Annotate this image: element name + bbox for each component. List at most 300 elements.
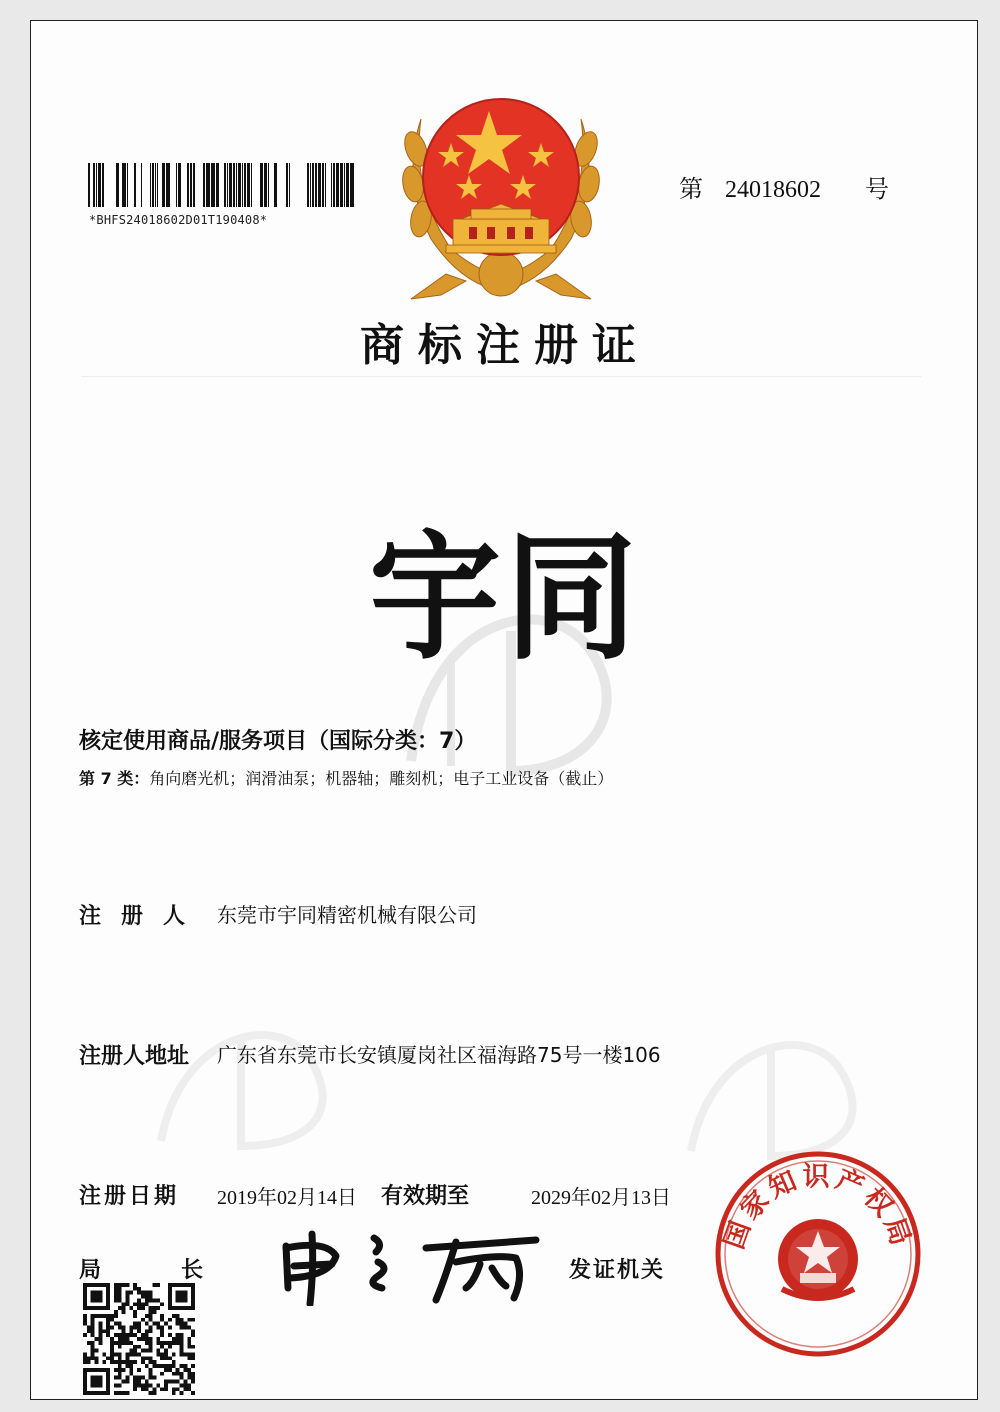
- seal-text: 国家知识产权局: [718, 1161, 918, 1254]
- qr-module: [133, 1314, 137, 1318]
- qr-module: [145, 1349, 149, 1353]
- barcode-bar: [155, 163, 156, 207]
- qr-module: [137, 1353, 141, 1357]
- qr-module: [187, 1353, 191, 1357]
- qr-module: [191, 1391, 195, 1395]
- qr-module: [129, 1306, 133, 1310]
- qr-module: [83, 1318, 87, 1322]
- watermark-icon: [141, 1011, 361, 1151]
- director-signature: [266, 1226, 556, 1306]
- barcode-bar: [350, 163, 354, 207]
- qr-module: [137, 1306, 141, 1310]
- qr-module: [141, 1306, 145, 1310]
- barcode-bar: [96, 163, 97, 207]
- barcode-bar: [260, 163, 263, 207]
- qr-module: [149, 1310, 153, 1314]
- qr-module: [122, 1380, 126, 1384]
- qr-module: [125, 1356, 129, 1360]
- qr-module: [145, 1387, 149, 1391]
- qr-module: [187, 1372, 191, 1376]
- qr-module: [156, 1306, 160, 1310]
- barcode-bar: [193, 163, 195, 207]
- qr-module: [149, 1368, 153, 1372]
- barcode-bar: [203, 163, 205, 207]
- qr-module: [91, 1353, 95, 1357]
- qr-module: [114, 1333, 118, 1337]
- qr-module: [160, 1333, 164, 1337]
- qr-module: [149, 1345, 153, 1349]
- qr-module: [87, 1360, 91, 1364]
- qr-module: [118, 1295, 122, 1299]
- qr-module: [149, 1356, 153, 1360]
- qr-module: [110, 1341, 114, 1345]
- qr-module: [145, 1322, 149, 1326]
- qr-module: [106, 1322, 110, 1326]
- reg-date-label: 注册日期: [79, 1184, 180, 1209]
- qr-module: [91, 1376, 103, 1388]
- qr-module: [125, 1353, 129, 1357]
- qr-module: [91, 1345, 95, 1349]
- qr-module: [172, 1372, 176, 1376]
- qr-module: [114, 1383, 118, 1387]
- qr-module: [187, 1345, 191, 1349]
- qr-module: [91, 1314, 95, 1318]
- qr-module: [137, 1380, 141, 1384]
- qr-module: [133, 1349, 137, 1353]
- qr-module: [110, 1360, 114, 1364]
- qr-module: [164, 1387, 168, 1391]
- qr-module: [187, 1337, 191, 1341]
- qr-module: [149, 1295, 153, 1299]
- qr-module: [114, 1287, 118, 1291]
- qr-module: [133, 1287, 137, 1291]
- qr-module: [149, 1325, 153, 1329]
- barcode-bar: [150, 163, 151, 207]
- qr-module: [164, 1356, 168, 1360]
- qr-module: [129, 1372, 133, 1376]
- qr-module: [129, 1368, 133, 1372]
- qr-module: [172, 1353, 176, 1357]
- qr-module: [180, 1318, 184, 1322]
- qr-module: [191, 1318, 195, 1322]
- qr-module: [156, 1341, 160, 1345]
- watermark-icon: [671, 1021, 891, 1161]
- qr-module: [141, 1360, 145, 1364]
- qr-module: [164, 1364, 168, 1368]
- qr-module: [110, 1356, 114, 1360]
- barcode-bar: [264, 163, 267, 207]
- qr-module: [172, 1364, 176, 1368]
- qr-module: [125, 1302, 129, 1306]
- barcode-bar: [331, 163, 332, 207]
- qr-module: [95, 1337, 99, 1341]
- qr-module: [98, 1314, 102, 1318]
- barcode-bar: [233, 163, 235, 207]
- qr-module: [87, 1325, 91, 1329]
- qr-module: [106, 1356, 110, 1360]
- qr-module: [153, 1376, 157, 1380]
- qr-module: [145, 1295, 149, 1299]
- qr-module: [118, 1368, 122, 1372]
- goods-items: 角向磨光机；润滑油泵；机器轴；雕刻机；电子工业设备（截止）: [149, 769, 614, 788]
- qr-module: [106, 1318, 110, 1322]
- qr-module: [153, 1310, 157, 1314]
- qr-module: [125, 1341, 129, 1345]
- registrant-value: 东莞市宇同精密机械有限公司: [217, 903, 477, 927]
- qr-module: [153, 1387, 157, 1391]
- goods-heading: 核定使用商品/服务项目（国际分类：7）: [79, 729, 477, 754]
- qr-module: [133, 1322, 137, 1326]
- qr-module: [145, 1356, 149, 1360]
- qr-module: [110, 1345, 114, 1349]
- qr-module: [118, 1341, 122, 1345]
- barcode-bar: [166, 163, 170, 207]
- qr-module: [172, 1380, 176, 1384]
- barcode-bar: [333, 163, 335, 207]
- qr-module: [183, 1383, 187, 1387]
- qr-module: [114, 1314, 118, 1318]
- qr-module: [145, 1383, 149, 1387]
- qr-module: [176, 1380, 180, 1384]
- valid-label: 有效期至: [381, 1184, 470, 1209]
- qr-module: [149, 1360, 153, 1364]
- barcode-bar: [289, 163, 290, 207]
- qr-module: [160, 1364, 164, 1368]
- barcode-bar: [141, 163, 142, 207]
- qr-module: [176, 1291, 188, 1303]
- qr-module: [191, 1356, 195, 1360]
- valid-date-value: 2029年02月13日: [531, 1187, 671, 1209]
- barcode-bar: [176, 163, 177, 207]
- qr-module: [164, 1349, 168, 1353]
- qr-module: [180, 1376, 184, 1380]
- qr-module: [110, 1337, 114, 1341]
- address-label: 注册人地址: [79, 1044, 190, 1069]
- qr-module: [180, 1372, 184, 1376]
- qr-module: [133, 1345, 137, 1349]
- qr-module: [95, 1314, 99, 1318]
- qr-module: [129, 1329, 133, 1333]
- qr-module: [191, 1376, 195, 1380]
- qr-module: [160, 1318, 164, 1322]
- qr-module: [110, 1325, 114, 1329]
- barcode-bar: [236, 163, 237, 207]
- qr-module: [180, 1325, 184, 1329]
- qr-module: [129, 1333, 133, 1337]
- qr-module: [180, 1391, 184, 1395]
- qr-module: [129, 1325, 133, 1329]
- qr-module: [114, 1391, 118, 1395]
- qr-module: [106, 1325, 110, 1329]
- barcode-bar: [93, 163, 95, 207]
- goods-class: 第 7 类：: [79, 769, 150, 788]
- qr-module: [118, 1325, 122, 1329]
- qr-module: [118, 1360, 122, 1364]
- qr-module: [156, 1298, 160, 1302]
- qr-module: [160, 1329, 164, 1333]
- barcode-bar: [346, 163, 349, 207]
- qr-module: [156, 1349, 160, 1353]
- qr-module: [164, 1383, 168, 1387]
- qr-module: [153, 1364, 157, 1368]
- qr-module: [145, 1333, 149, 1337]
- qr-module: [141, 1383, 145, 1387]
- qr-module: [125, 1333, 129, 1337]
- trademark-text: 宇同: [369, 516, 641, 680]
- barcode-bar: [227, 163, 228, 207]
- qr-module: [125, 1291, 129, 1295]
- qr-module: [149, 1314, 153, 1318]
- qr-module: [137, 1298, 141, 1302]
- qr-module: [176, 1341, 180, 1345]
- qr-module: [98, 1337, 102, 1341]
- qr-module: [172, 1391, 176, 1395]
- qr-module: [98, 1341, 102, 1345]
- qr-module: [91, 1329, 95, 1333]
- qr-module: [168, 1345, 172, 1349]
- qr-module: [168, 1356, 172, 1360]
- barcode-bar: [116, 163, 119, 207]
- qr-module: [149, 1372, 153, 1376]
- barcode-bar: [178, 163, 181, 207]
- qr-module: [133, 1383, 137, 1387]
- qr-module: [133, 1302, 137, 1306]
- qr-module: [176, 1318, 180, 1322]
- qr-module: [180, 1322, 184, 1326]
- barcode-bar: [152, 163, 154, 207]
- barcode-bar: [122, 163, 126, 207]
- qr-module: [137, 1322, 141, 1326]
- qr-module: [114, 1322, 118, 1326]
- qr-module: [183, 1380, 187, 1384]
- barcode-bar: [190, 163, 192, 207]
- qr-module: [141, 1318, 145, 1322]
- qr-module: [83, 1356, 87, 1360]
- qr-module: [191, 1329, 195, 1333]
- qr-module: [180, 1353, 184, 1357]
- qr-module: [122, 1302, 126, 1306]
- qr-module: [141, 1295, 145, 1299]
- barcode-bar: [312, 163, 314, 207]
- qr-module: [125, 1380, 129, 1384]
- barcode-bar: [98, 163, 101, 207]
- qr-module: [153, 1298, 157, 1302]
- registrant-label: 注册人: [79, 904, 206, 929]
- qr-module: [168, 1380, 172, 1384]
- qr-module: [122, 1360, 126, 1364]
- qr-module: [168, 1364, 172, 1368]
- qr-module: [137, 1337, 141, 1341]
- qr-module: [145, 1337, 149, 1341]
- qr-module: [149, 1349, 153, 1353]
- qr-module: [125, 1364, 129, 1368]
- qr-module: [180, 1364, 184, 1368]
- qr-module: [87, 1329, 91, 1333]
- qr-module: [114, 1368, 118, 1372]
- qr-module: [172, 1360, 176, 1364]
- issuer-label: 发证机关: [569, 1258, 666, 1283]
- barcode-bar: [102, 163, 104, 207]
- barcode-bar: [344, 163, 345, 207]
- reg-date-value: 2019年02月14日: [217, 1187, 357, 1209]
- qr-module: [83, 1353, 87, 1357]
- qr-module: [129, 1360, 133, 1364]
- qr-module: [149, 1337, 153, 1341]
- qr-module: [160, 1341, 164, 1345]
- qr-module: [160, 1356, 164, 1360]
- qr-module: [156, 1364, 160, 1368]
- qr-module: [87, 1341, 91, 1345]
- qr-module: [172, 1337, 176, 1341]
- qr-module: [141, 1387, 145, 1391]
- qr-module: [141, 1356, 145, 1360]
- address-value: 广东省东莞市长安镇厦岗社区福海路75号一楼106: [217, 1043, 661, 1067]
- qr-module: [129, 1291, 133, 1295]
- qr-module: [114, 1295, 118, 1299]
- barcode-bar: [274, 163, 277, 207]
- qr-module: [160, 1387, 164, 1391]
- qr-module: [133, 1360, 137, 1364]
- qr-module: [176, 1387, 180, 1391]
- qr-module: [183, 1353, 187, 1357]
- qr-module: [122, 1337, 126, 1341]
- qr-module: [133, 1325, 137, 1329]
- qr-module: [187, 1376, 191, 1380]
- national-emblem-icon: [391, 59, 611, 309]
- barcode-bar: [127, 163, 128, 207]
- qr-module: [180, 1383, 184, 1387]
- goods-list: [79, 766, 613, 789]
- qr-module: [160, 1314, 164, 1318]
- qr-module: [183, 1368, 187, 1372]
- qr-module: [91, 1322, 95, 1326]
- barcode-bar: [318, 163, 321, 207]
- qr-module: [187, 1318, 191, 1322]
- qr-module: [176, 1333, 180, 1337]
- qr-module: [137, 1383, 141, 1387]
- qr-module: [114, 1341, 118, 1345]
- qr-module: [141, 1376, 145, 1380]
- qr-module: [122, 1341, 126, 1345]
- qr-module: [156, 1325, 160, 1329]
- qr-module: [83, 1314, 87, 1318]
- qr-module: [87, 1356, 91, 1360]
- qr-module: [145, 1341, 149, 1345]
- qr-module: [118, 1287, 122, 1291]
- qr-module: [145, 1314, 149, 1318]
- qr-module: [106, 1314, 110, 1318]
- qr-module: [160, 1345, 164, 1349]
- qr-module: [176, 1337, 180, 1341]
- qr-module: [133, 1310, 137, 1314]
- qr-module: [118, 1283, 122, 1287]
- barcode-bar: [211, 163, 215, 207]
- qr-module: [118, 1337, 122, 1341]
- qr-module: [118, 1376, 122, 1380]
- qr-module: [145, 1302, 149, 1306]
- qr-module: [176, 1314, 180, 1318]
- qr-module: [160, 1302, 164, 1306]
- qr-module: [191, 1353, 195, 1357]
- barcode-bar: [286, 163, 288, 207]
- qr-module: [156, 1337, 160, 1341]
- qr-module: [164, 1353, 168, 1357]
- qr-module: [149, 1341, 153, 1345]
- barcode-bar: [242, 163, 243, 207]
- qr-code-icon: [83, 1283, 195, 1395]
- qr-module: [145, 1364, 149, 1368]
- qr-module: [83, 1333, 87, 1337]
- barcode-bar: [247, 163, 250, 207]
- qr-module: [149, 1383, 153, 1387]
- qr-module: [149, 1306, 153, 1310]
- qr-module: [133, 1353, 137, 1357]
- qr-module: [149, 1376, 153, 1380]
- qr-module: [118, 1356, 122, 1360]
- qr-module: [118, 1364, 122, 1368]
- qr-module: [102, 1353, 106, 1357]
- qr-module: [83, 1360, 87, 1364]
- barcode-bar: [307, 163, 309, 207]
- barcode-bar: [325, 163, 326, 207]
- qr-module: [91, 1341, 95, 1345]
- qr-module: [164, 1368, 168, 1372]
- qr-module: [164, 1322, 168, 1326]
- reg-no-prefix: 第: [679, 177, 703, 203]
- qr-module: [114, 1310, 118, 1314]
- qr-module: [153, 1283, 157, 1287]
- qr-module: [172, 1341, 176, 1345]
- qr-module: [133, 1380, 137, 1384]
- qr-module: [110, 1318, 114, 1322]
- qr-module: [168, 1325, 172, 1329]
- qr-module: [114, 1283, 118, 1287]
- barcode-bar: [88, 163, 90, 207]
- qr-module: [110, 1349, 114, 1353]
- qr-module: [137, 1329, 141, 1333]
- qr-module: [129, 1353, 133, 1357]
- barcode-icon: [86, 161, 356, 211]
- qr-module: [191, 1380, 195, 1384]
- qr-module: [180, 1349, 184, 1353]
- qr-module: [156, 1283, 160, 1287]
- qr-module: [129, 1349, 133, 1353]
- qr-module: [141, 1291, 145, 1295]
- qr-module: [106, 1333, 110, 1337]
- qr-module: [176, 1368, 180, 1372]
- qr-module: [118, 1383, 122, 1387]
- qr-module: [122, 1325, 126, 1329]
- barcode-bar: [310, 163, 311, 207]
- qr-module: [137, 1291, 141, 1295]
- qr-module: [137, 1302, 141, 1306]
- qr-module: [98, 1333, 102, 1337]
- qr-module: [106, 1329, 110, 1333]
- qr-module: [168, 1333, 172, 1337]
- qr-module: [149, 1329, 153, 1333]
- qr-module: [91, 1325, 95, 1329]
- qr-module: [118, 1372, 122, 1376]
- qr-module: [180, 1333, 184, 1337]
- reg-no-value: 24018602: [725, 177, 821, 203]
- reg-no-suffix: 号: [865, 177, 889, 203]
- qr-module: [160, 1372, 164, 1376]
- barcode-bar: [224, 163, 226, 207]
- qr-module: [145, 1380, 149, 1384]
- qr-module: [91, 1356, 95, 1360]
- qr-module: [191, 1345, 195, 1349]
- qr-module: [149, 1298, 153, 1302]
